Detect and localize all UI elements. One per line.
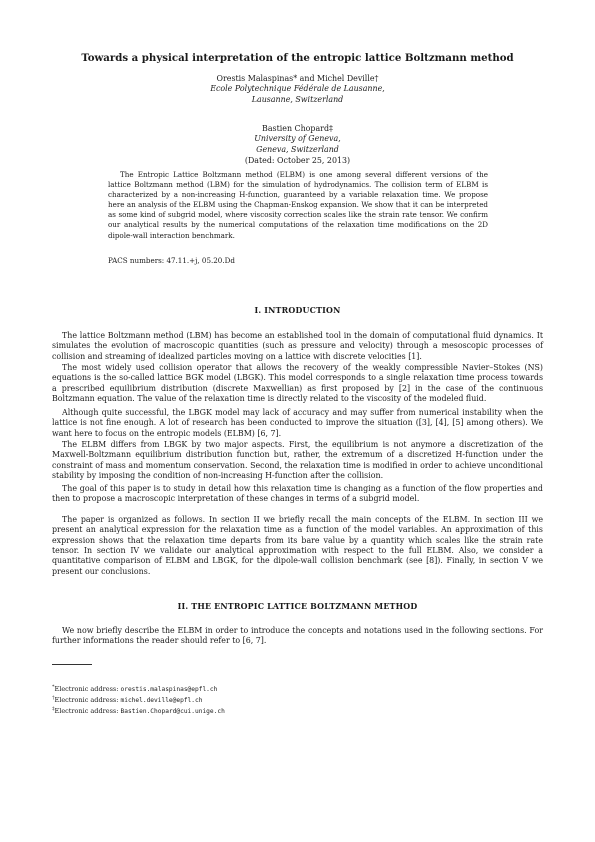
footnote-mark: * [52, 683, 55, 690]
section-heading-elbm: II. THE ENTROPIC LATTICE BOLTZMANN METHOD [177, 602, 418, 611]
paragraph: The paper is organized as follows. In section II we briefly recall the main concepts of the ELBM. In section III we present an analytical expression for the relaxation time as a function of the model variables. An approximation of this expression shows that the relaxation time departs from its bare value by a quantity which scales like the strain rate tensor. In section IV we validate our analytical approximation with respect to the full ELBM. Also, we consider a quantitative comparison of ELBM and LBGK, for the dipole-wall collision benchmark (see [8]). Finally, in section V we present our conclusions. [52, 515, 543, 576]
footnote-label: Electronic address: [54, 685, 121, 693]
footnote-label: Electronic address: [54, 696, 121, 704]
footnote-mark: † [52, 694, 55, 701]
affiliation-line: University of Geneva, [254, 134, 341, 144]
affiliation-location: Geneva, Switzerland [256, 144, 339, 154]
author-names: Orestis Malaspinas* and Michel Deville† [216, 74, 379, 83]
paragraph: The goal of this paper is to study in detail how this relaxation time is changing as a function of the flow properties and then to propose a macroscopic interpretation of these changes in terms of a subgrid model. [52, 484, 543, 504]
abstract: The Entropic Lattice Boltzmann method (ELBM) is one among several different versions of the lattice Boltzmann method (LBM) for the simulation of hydrodynamics. The collision term of ELBM is characterized by a non-increasing H-function, guaranteed by a variable relaxation time. We propose here an analysis of the ELBM using the Chapman-Enskog expansion. We show that it can be interpreted as some kind of subgrid model, where viscosity correction scales like the strain rate tensor. We confirm our analytical results by the numerical computations of the relaxation time modifications on the 2D dipole-wall interaction benchmark. [108, 170, 488, 240]
footnote [52, 707, 225, 716]
author-name: Bastien Chopard‡ [262, 124, 333, 133]
affiliation-location: Lausanne, Switzerland [251, 94, 344, 104]
paragraph: We now briefly describe the ELBM in order to introduce the concepts and notations used in the following sections. For further informations the reader should refer to [6, 7]. [52, 626, 543, 646]
author-block-geneva [100, 124, 495, 155]
paragraph: The most widely used collision operator that allows the recovery of the weakly compressible Navier–Stokes (NS) equations is the so-called lattice BGK model (LBGK). This model corresponds to a single relaxation time process towards a prescribed equilibrium distribution (discrete Maxwellian) as first proposed by [2] in the case of the continuous Boltzmann equation. The value of the relaxation time is directly related to the viscosity of the modeled fluid. [52, 363, 543, 404]
footnote-divider [52, 664, 92, 665]
email-link[interactable]: michel.deville@epfl.ch [120, 697, 203, 704]
paragraph: The lattice Boltzmann method (LBM) has become an established tool in the domain of computational fluid dynamics. It simulates the evolution of macroscopic quantities (such as pressure and velocity) through a mesoscopic processes of collision and streaming of idealized particles moving on a lattice with discrete velocities [1]. [52, 331, 543, 361]
section-heading-introduction: I. INTRODUCTION [254, 306, 341, 315]
dated-line: (Dated: October 25, 2013) [244, 156, 351, 165]
footnote [52, 685, 217, 694]
email-link[interactable]: Bastien.Chopard@cui.unige.ch [120, 708, 225, 715]
email-link[interactable]: orestis.malaspinas@epfl.ch [120, 686, 218, 693]
affiliation-line: Ecole Polytechnique Fédérale de Lausanne, [210, 84, 385, 94]
footnote-mark: ‡ [52, 705, 55, 712]
paragraph: The ELBM differs from LBGK by two major aspects. First, the equilibrium is not anymore a discretization of the Maxwell-Boltzmann equilibrium distribution function but, rather, the extremum of a discretized H-function under the constraint of mass and momentum conservation. Second, the relaxation time is modified in order to achieve unconditional stability by imposing the condition of non-increasing H-function after the collision. [52, 440, 543, 481]
pacs-numbers: PACS numbers: 47.11.+j, 05.20.Dd [108, 256, 235, 265]
paragraph: Although quite successful, the LBGK model may lack of accuracy and may suffer from numerical instability when the lattice is not fine enough. A lot of research has been conducted to improve the situation ([3], [4], [5] among others). We want here to focus on the entropic models (ELBM) [6, 7]. [52, 408, 543, 438]
footnote-label: Electronic address: [54, 707, 121, 715]
author-block-epfl [100, 74, 495, 105]
paper-title: Towards a physical interpretation of the entropic lattice Boltzmann method [81, 52, 514, 64]
footnote [52, 696, 202, 705]
